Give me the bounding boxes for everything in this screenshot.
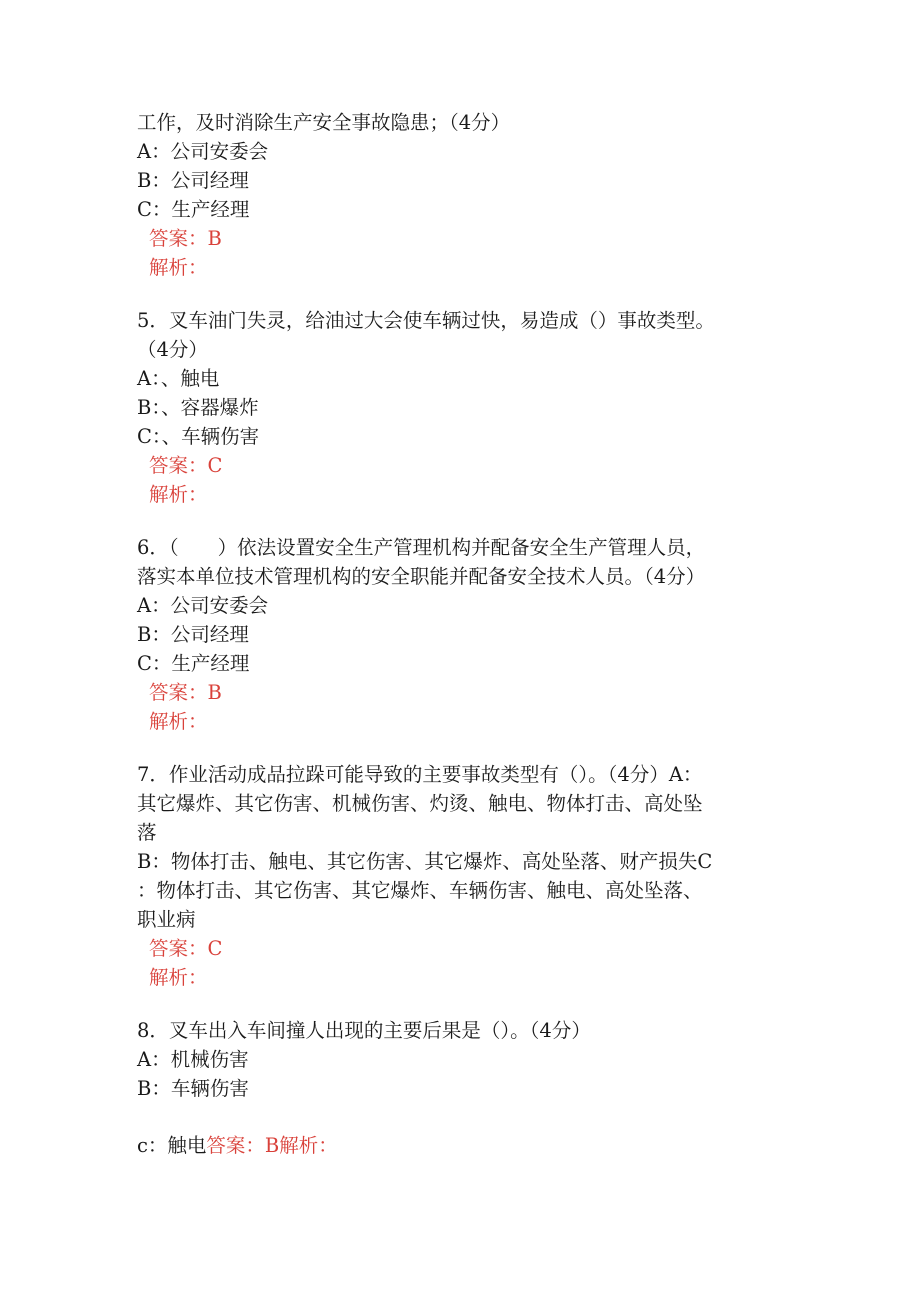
question-8-text: 8．叉车出入车间撞人出现的主要后果是（）。（4分）	[137, 1019, 591, 1042]
question-5-option-c: C：、车辆伤害	[137, 425, 260, 448]
spacer	[137, 992, 782, 1016]
question-7-option-a: 其它爆炸、其它伤害、机械伤害、灼烫、触电、物体打击、高处坠	[137, 792, 703, 815]
question-5-score: （4分）	[137, 338, 208, 361]
question-6-text-cont: 落实本单位技术管理机构的安全职能并配备安全技术人员。（4分）	[137, 565, 706, 588]
question-8-option-a: A：机械伤害	[137, 1048, 249, 1071]
question-7-option-a-cont: 落	[137, 821, 157, 844]
question-8-answer: 答案：B	[206, 1134, 280, 1157]
question-7-analysis: 解析：	[149, 966, 208, 989]
document-page	[137, 108, 782, 1160]
question-5-option-b: B：、容器爆炸	[137, 396, 259, 419]
question-6-text: 6．（ ）依法设置安全生产管理机构并配备安全生产管理人员，	[137, 536, 706, 559]
question-8-analysis: 解析：	[279, 1134, 338, 1157]
question-6-option-b: B：公司经理	[137, 623, 249, 646]
question-7-option-c-cont: 职业病	[137, 908, 196, 931]
question-4-option-a: A：公司安委会	[137, 140, 269, 163]
question-5-option-a: A：、触电	[137, 367, 220, 390]
question-8-last-line	[137, 1131, 782, 1160]
question-7-option-b: B：物体打击、触电、其它伤害、其它爆炸、高处坠落、财产损失C	[137, 850, 713, 873]
question-4-tail: 工作，及时消除生产安全事故隐患；（4分）	[137, 111, 511, 134]
question-4-analysis: 解析：	[149, 256, 208, 279]
question-6-answer: 答案：B	[149, 681, 222, 704]
question-8-option-b: B：车辆伤害	[137, 1077, 249, 1100]
spacer	[137, 736, 782, 760]
question-6-option-a: A：公司安委会	[137, 594, 269, 617]
question-5-analysis: 解析：	[149, 483, 208, 506]
question-4-option-c: C：生产经理	[137, 198, 250, 221]
question-8-option-c: c：触电	[137, 1134, 207, 1157]
question-7-answer: 答案：C	[149, 937, 223, 960]
spacer	[137, 1103, 782, 1131]
question-5-text: 5．叉车油门失灵，给油过大会使车辆过快，易造成（）事故类型。	[137, 309, 715, 332]
question-4-answer: 答案：B	[149, 227, 222, 250]
question-5-answer: 答案：C	[149, 454, 223, 477]
question-7-text: 7．作业活动成品拉跺可能导致的主要事故类型有（）。（4分）A：	[137, 763, 703, 786]
spacer	[137, 282, 782, 306]
spacer	[137, 509, 782, 533]
question-7-option-c: ：物体打击、其它伤害、其它爆炸、车辆伤害、触电、高处坠落、	[137, 879, 703, 902]
question-6-analysis: 解析：	[149, 710, 208, 733]
question-6-option-c: C：生产经理	[137, 652, 250, 675]
question-4-option-b: B：公司经理	[137, 169, 249, 192]
